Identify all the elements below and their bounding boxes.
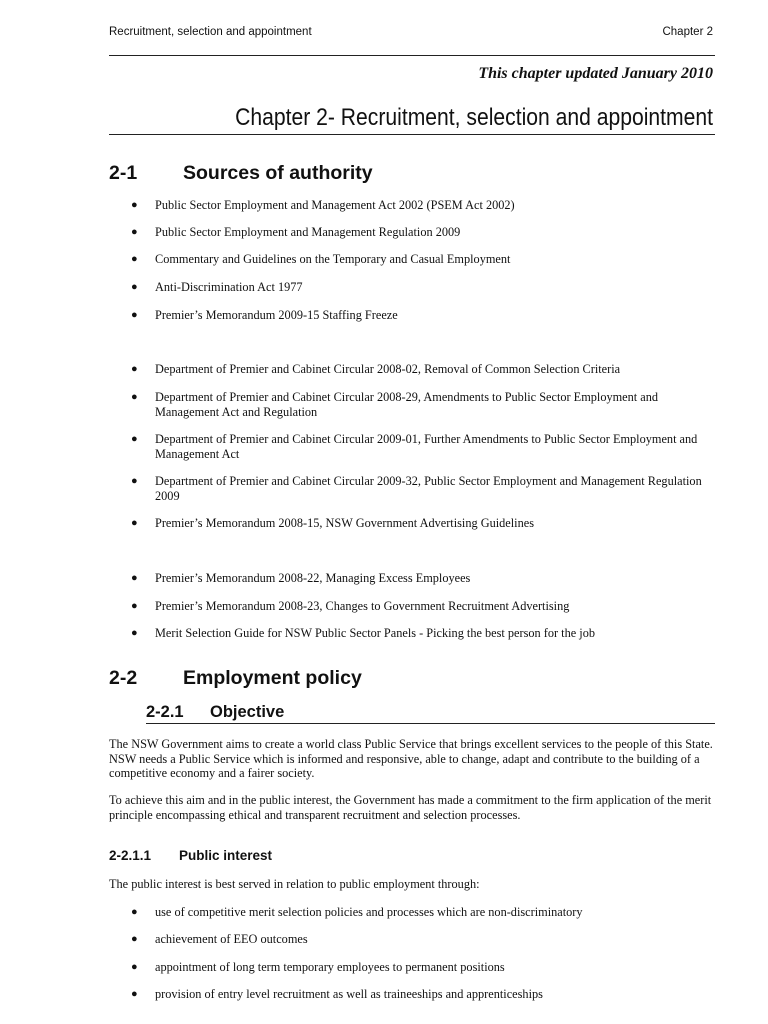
list-item-text: Anti-Discrimination Act 1977 — [155, 280, 303, 294]
list-item-text: achievement of EEO outcomes — [155, 932, 308, 946]
chapter-title-rule — [109, 134, 715, 135]
list-item-text: Premier’s Memorandum 2008-22, Managing Excess Employees — [155, 571, 471, 585]
body-paragraph: To achieve this aim and in the public interest, the Government has made a commitment to the firm application of the merit principle encompassing ethical and transparent recruitment and selection processes. — [109, 793, 712, 822]
bullet-icon: ● — [131, 199, 138, 211]
bullet-icon: ● — [131, 475, 138, 487]
bullet-icon: ● — [131, 627, 138, 639]
bullet-icon: ● — [131, 281, 138, 293]
bullet-icon: ● — [131, 226, 138, 238]
bullet-icon: ● — [131, 517, 138, 529]
list-item — [131, 252, 715, 267]
list-item-text: use of competitive merit selection policies and processes which are non-discriminatory — [155, 905, 583, 919]
list-item — [131, 516, 715, 531]
list-item — [131, 987, 715, 1002]
subsubsection-number: 2-2.1.1 — [109, 848, 152, 863]
list-item — [131, 280, 715, 295]
chapter-title: Chapter 2- Recruitment, selection and appointment — [235, 104, 713, 131]
header-rule — [109, 55, 715, 56]
running-header-chapter: Chapter 2 — [662, 26, 713, 38]
subsubsection-heading: Public interest — [179, 848, 273, 863]
subsection-heading: Objective — [210, 703, 285, 721]
list-item-text: Department of Premier and Cabinet Circular 2009-01, Further Amendments to Public Sector Employment and Management Act — [155, 432, 698, 461]
list-item — [131, 362, 715, 377]
subsection-number: 2-2.1 — [146, 703, 184, 721]
section-heading: Employment policy — [183, 667, 362, 689]
list-item-text: Department of Premier and Cabinet Circular 2008-02, Removal of Common Selection Criteria — [155, 362, 621, 376]
body-paragraph: The public interest is best served in relation to public employment through: — [109, 877, 480, 891]
list-item-text: Department of Premier and Cabinet Circular 2009-32, Public Sector Employment and Management Regulation 2009 — [155, 474, 702, 503]
subsection-rule — [146, 723, 715, 724]
list-item — [131, 960, 715, 975]
update-note: This chapter updated January 2010 — [478, 65, 713, 82]
bullet-icon: ● — [131, 933, 138, 945]
bullet-icon: ● — [131, 253, 138, 265]
bullet-icon: ● — [131, 961, 138, 973]
list-item-text: Premier’s Memorandum 2009-15 Staffing Freeze — [155, 308, 398, 322]
list-item-text: Premier’s Memorandum 2008-15, NSW Government Advertising Guidelines — [155, 516, 534, 530]
section-heading: Sources of authority — [183, 162, 373, 184]
section-number: 2-1 — [109, 162, 138, 184]
list-item — [131, 932, 715, 947]
list-item — [131, 599, 715, 614]
list-item — [131, 390, 715, 419]
bullet-icon: ● — [131, 433, 138, 445]
list-item — [131, 626, 715, 641]
list-item — [131, 308, 715, 323]
list-item-text: Merit Selection Guide for NSW Public Sector Panels - Picking the best person for the job — [155, 626, 595, 640]
bullet-icon: ● — [131, 600, 138, 612]
list-item — [131, 905, 715, 920]
list-item-text: Premier’s Memorandum 2008-23, Changes to Government Recruitment Advertising — [155, 599, 570, 613]
list-item-text: Commentary and Guidelines on the Temporary and Casual Employment — [155, 252, 511, 266]
bullet-icon: ● — [131, 906, 138, 918]
section-number: 2-2 — [109, 667, 138, 689]
bullet-icon: ● — [131, 391, 138, 403]
list-item — [131, 225, 715, 240]
bullet-icon: ● — [131, 988, 138, 1000]
bullet-icon: ● — [131, 309, 138, 321]
list-item-text: appointment of long term temporary employees to permanent positions — [155, 960, 505, 974]
list-item — [131, 474, 715, 503]
list-item — [131, 571, 715, 586]
list-item-text: provision of entry level recruitment as well as traineeships and apprenticeships — [155, 987, 543, 1001]
list-item — [131, 198, 715, 213]
list-item-text: Public Sector Employment and Management Regulation 2009 — [155, 225, 461, 239]
list-item — [131, 432, 715, 461]
bullet-icon: ● — [131, 572, 138, 584]
list-item-text: Department of Premier and Cabinet Circular 2008-29, Amendments to Public Sector Employment and Management Act and Regulation — [155, 390, 659, 419]
body-paragraph: The NSW Government aims to create a world class Public Service that brings excellent services to the people of this State. NSW needs a Public Service which is informed and responsive, able to change, adapt and contribute to the building of a competitive economy and a fairer society. — [109, 737, 713, 780]
running-header-title: Recruitment, selection and appointment — [109, 26, 312, 38]
bullet-icon: ● — [131, 363, 138, 375]
list-item-text: Public Sector Employment and Management Act 2002 (PSEM Act 2002) — [155, 198, 515, 212]
